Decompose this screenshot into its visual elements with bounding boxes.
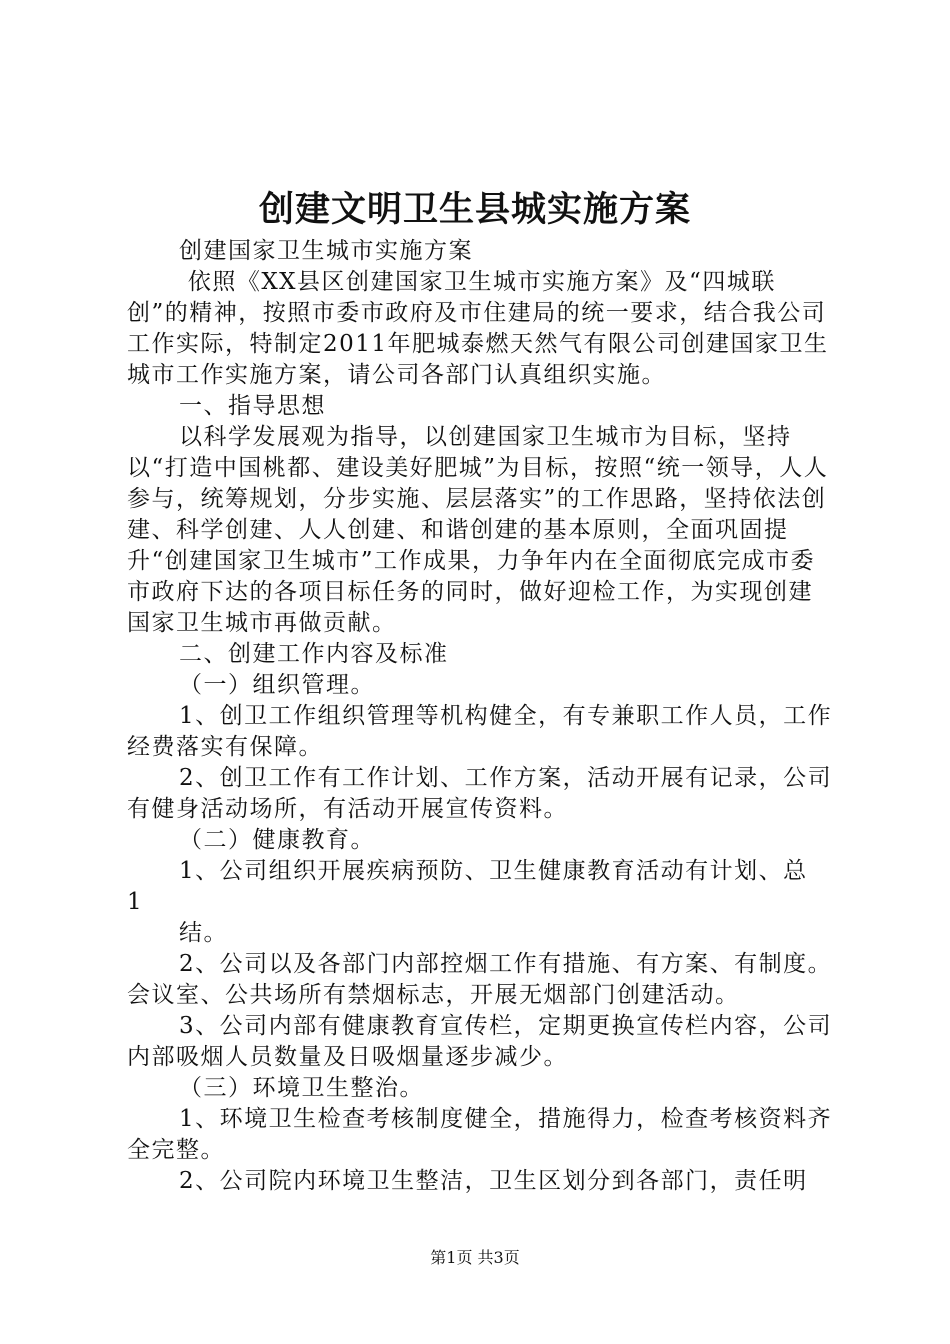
list-item: 2、创卫工作有工作计划、工作方案，活动开展有记录，公司有健身活动场所，有活动开展宣传资料。 <box>127 765 833 822</box>
list-item: 1、公司组织开展疾病预防、卫生健康教育活动有计划、总 <box>179 858 808 884</box>
heading-content-standards: 二、创建工作内容及标准 <box>179 641 449 667</box>
list-item: 1、创卫工作组织管理等机构健全，有专兼职工作人员，工作经费落实有保障。 <box>127 703 833 760</box>
list-item-continuation: 结。 <box>179 920 228 946</box>
heading-guiding-thought: 一、指导思想 <box>179 393 326 419</box>
paragraph-subtitle: 创建国家卫生城市实施方案 <box>179 238 473 264</box>
document-title: 创建文明卫生县城实施方案 <box>258 189 691 230</box>
subheading-environment: （三）环境卫生整治。 <box>179 1075 424 1101</box>
page-break-number: 1 <box>127 889 144 915</box>
subheading-health-education: （二）健康教育。 <box>179 827 375 853</box>
subheading-organization: （一）组织管理。 <box>179 672 375 698</box>
list-item: 2、公司院内环境卫生整洁，卫生区划分到各部门，责任明 <box>179 1168 808 1194</box>
paragraph-guiding-thought: 以科学发展观为指导，以创建国家卫生城市为目标，坚持以“打造中国桃都、建设美好肥城”为目标，按照“统一领导，人人参与，统筹规划，分步实施、层层落实”的工作思路，坚持依法创建、科学创建、人人创建、和谐创建的基本原则，全面巩固提升“创建国家卫生城市”工作成果，力争年内在全面彻底完成市委市政府下达的各项目标任务的同时，做好迎检工作，为实现创建国家卫生城市再做贡献。 <box>127 424 829 636</box>
list-item: 2、公司以及各部门内部控烟工作有措施、有方案、有制度。会议室、公共场所有禁烟标志，开展无烟部门创建活动。 <box>127 951 833 1008</box>
page-footer: 第1页 共3页 <box>430 1248 520 1267</box>
list-item: 3、公司内部有健康教育宣传栏，定期更换宣传栏内容，公司内部吸烟人员数量及日吸烟量逐步减少。 <box>127 1013 833 1070</box>
document-body <box>127 236 833 1197</box>
list-item: 1、环境卫生检查考核制度健全，措施得力，检查考核资料齐全完整。 <box>127 1106 833 1163</box>
paragraph-intro: 依照《XX县区创建国家卫生城市实施方案》及“四城联创”的精神，按照市委市政府及市住建局的统一要求，结合我公司工作实际，特制定2011年肥城泰燃天然气有限公司创建国家卫生城市工作实施方案，请公司各部门认真组织实施。 <box>127 269 829 388</box>
